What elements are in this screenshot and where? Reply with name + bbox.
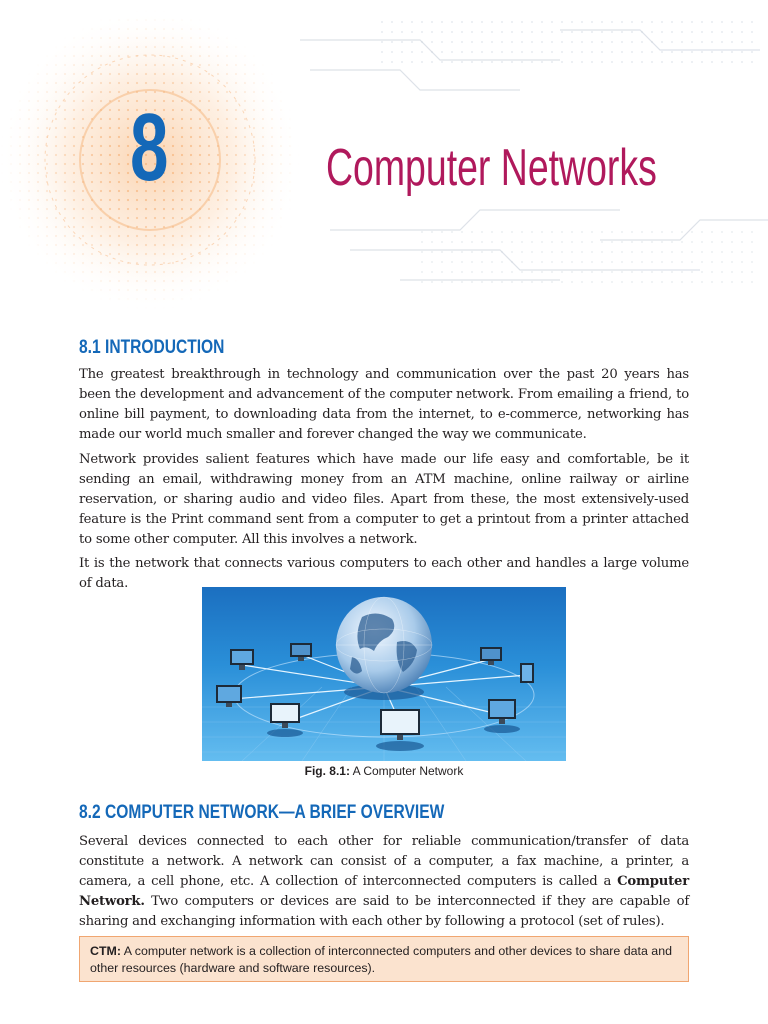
figure-label: Fig. 8.1: (304, 764, 350, 778)
overview-text-before: Several devices connected to each other for reliable communication/transfer of data constitute a network. A network can consist of a computer, a fax machine, a printer, a camera, a cell phone, etc. A collection of interconnected computers is called a (79, 834, 689, 889)
section-heading-introduction: 8.1 INTRODUCTION (79, 337, 225, 358)
ctm-text: A computer network is a collection of interconnected computers and other devices to share data and other resources (hardware and software resources). (90, 944, 672, 975)
ctm-label: CTM: (90, 944, 121, 958)
figure-caption-text: A Computer Network (349, 764, 464, 778)
chapter-number: 8 (130, 94, 169, 201)
chapter-title: Computer Networks (326, 139, 657, 197)
intro-paragraph-3: It is the network that connects various computers to each other and handles a large volume of data. (79, 556, 689, 591)
overview-key-term: Computer Network. (79, 874, 689, 909)
overview-text-after: Two computers or devices are said to be interconnected if they are capable of sharing and exchanging information with each other by following a protocol (set of rules). (79, 894, 689, 929)
ctm-box (79, 936, 689, 982)
section-heading-overview: 8.2 COMPUTER NETWORK—A BRIEF OVERVIEW (79, 802, 445, 823)
intro-paragraph-1: The greatest breakthrough in technology and communication over the past 20 years has been the development and advancement of the computer network. From emailing a friend, to online bill payment, to downloading data from the internet, to e-commerce, networking has made our world much smaller and forever changed the way we communicate. (79, 367, 689, 442)
overview-paragraph (79, 832, 689, 932)
computer-network-figure (202, 587, 566, 761)
globe-network-illustration-icon (202, 587, 566, 761)
figure-caption (0, 764, 768, 778)
intro-paragraph-2: Network provides salient features which have made our life easy and comfortable, be it sending an email, withdrawing money from an ATM machine, online railway or airline reservation, or sharing audio and video files. Apart from these, the most extensively-used feature is the Print command sent from a computer to get a printout from a printer attached to some other computer. All this involves a network. (79, 452, 689, 547)
